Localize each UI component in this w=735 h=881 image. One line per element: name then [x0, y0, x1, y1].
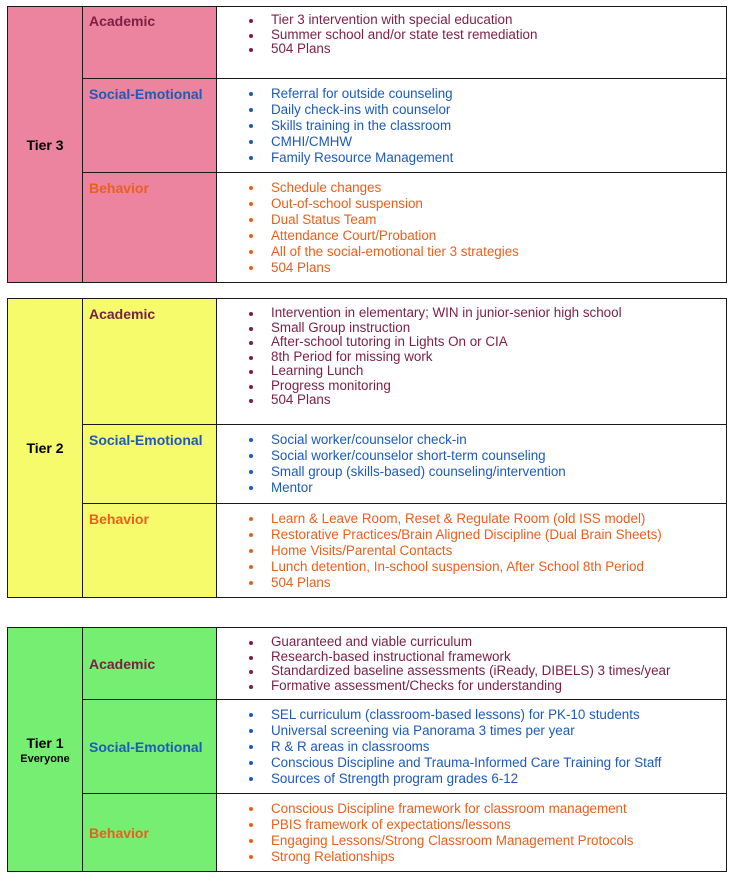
- tier2-behavior-cat: [83, 504, 217, 598]
- category-label: Social-Emotional: [89, 432, 203, 448]
- tier2-behavior-items: [217, 504, 727, 598]
- list-item: Strong Relationships: [217, 849, 726, 865]
- list-item: Intervention in elementary; WIN in junior-senior high school: [217, 306, 726, 321]
- list-item: Daily check-ins with counselor: [217, 102, 726, 118]
- list-item: Mentor: [217, 480, 726, 496]
- list-item: Lunch detention, In-school suspension, After School 8th Period: [217, 559, 726, 575]
- tier1-social-items: [217, 700, 727, 794]
- list-item: PBIS framework of expectations/lessons: [217, 817, 726, 833]
- tier1-label: Tier 1: [26, 734, 64, 751]
- tier3-table: [7, 6, 727, 283]
- tier3-academic-items: [217, 7, 727, 79]
- list-item: Sources of Strength program grades 6-12: [217, 771, 726, 787]
- tier1-behavior-items: [217, 794, 727, 872]
- list-item: Summer school and/or state test remediation: [217, 28, 726, 43]
- list-item: Family Resource Management: [217, 150, 726, 166]
- tier2-label-cell: [8, 299, 83, 598]
- list-item: 504 Plans: [217, 575, 726, 591]
- tier3-label: Tier 3: [26, 136, 64, 153]
- list-item: Skills training in the classroom: [217, 118, 726, 134]
- list-item: SEL curriculum (classroom-based lessons) for PK-10 students: [217, 707, 726, 723]
- list-item: Guaranteed and viable curriculum: [217, 635, 726, 650]
- list-item: 8th Period for missing work: [217, 350, 726, 365]
- list-item: Engaging Lessons/Strong Classroom Management Protocols: [217, 833, 726, 849]
- tier3-behavior-cat: [83, 173, 217, 283]
- list-item: Out-of-school suspension: [217, 196, 726, 212]
- list-item: Research-based instructional framework: [217, 650, 726, 665]
- list-item: Attendance Court/Probation: [217, 228, 726, 244]
- list-item: Progress monitoring: [217, 379, 726, 394]
- tier1-sublabel: Everyone: [20, 752, 70, 765]
- category-label: Behavior: [89, 824, 149, 841]
- tier2-social-cat: [83, 425, 217, 504]
- category-label: Academic: [89, 306, 156, 322]
- list-item: Learn & Leave Room, Reset & Regulate Room (old ISS model): [217, 511, 726, 527]
- list-item: 504 Plans: [217, 42, 726, 57]
- list-item: R & R areas in classrooms: [217, 739, 726, 755]
- list-item: Home Visits/Parental Contacts: [217, 543, 726, 559]
- list-item: Small Group instruction: [217, 321, 726, 336]
- tier2-academic-items: [217, 299, 727, 425]
- tier1-behavior-cat: [83, 794, 217, 872]
- category-label: Social-Emotional: [89, 738, 203, 755]
- list-item: Referral for outside counseling: [217, 86, 726, 102]
- tier1-social-cat: [83, 700, 217, 794]
- tier3-academic-cat: [83, 7, 217, 79]
- list-item: All of the social-emotional tier 3 strategies: [217, 244, 726, 260]
- list-item: Conscious Discipline and Trauma-Informed Care Training for Staff: [217, 755, 726, 771]
- list-item: After-school tutoring in Lights On or CIA: [217, 335, 726, 350]
- tier1-academic-cat: [83, 628, 217, 700]
- tier1-label-cell: [8, 628, 83, 872]
- list-item: Small group (skills-based) counseling/intervention: [217, 464, 726, 480]
- category-label: Academic: [89, 13, 156, 29]
- list-item: Standardized baseline assessments (iReady, DIBELS) 3 times/year: [217, 664, 726, 679]
- list-item: Learning Lunch: [217, 364, 726, 379]
- list-item: 504 Plans: [217, 260, 726, 276]
- list-item: Formative assessment/Checks for understanding: [217, 679, 726, 694]
- tier3-label-cell: [8, 7, 83, 283]
- tier2-label: Tier 2: [26, 440, 64, 456]
- list-item: Universal screening via Panorama 3 times per year: [217, 723, 726, 739]
- tier1-academic-items: [217, 628, 727, 700]
- category-label: Social-Emotional: [89, 86, 203, 102]
- category-label: Behavior: [89, 511, 149, 527]
- tier1-table: [7, 627, 727, 872]
- list-item: Conscious Discipline framework for classroom management: [217, 801, 726, 817]
- tier2-academic-cat: [83, 299, 217, 425]
- list-item: 504 Plans: [217, 393, 726, 408]
- list-item: CMHI/CMHW: [217, 134, 726, 150]
- tier2-table: [7, 298, 727, 598]
- list-item: Restorative Practices/Brain Aligned Discipline (Dual Brain Sheets): [217, 527, 726, 543]
- tier3-behavior-items: [217, 173, 727, 283]
- list-item: Dual Status Team: [217, 212, 726, 228]
- tier2-social-items: [217, 425, 727, 504]
- list-item: Social worker/counselor check-in: [217, 432, 726, 448]
- tier3-social-items: [217, 79, 727, 173]
- list-item: Schedule changes: [217, 180, 726, 196]
- tier3-social-cat: [83, 79, 217, 173]
- list-item: Social worker/counselor short-term counseling: [217, 448, 726, 464]
- category-label: Behavior: [89, 180, 149, 196]
- category-label: Academic: [89, 655, 156, 672]
- list-item: Tier 3 intervention with special education: [217, 13, 726, 28]
